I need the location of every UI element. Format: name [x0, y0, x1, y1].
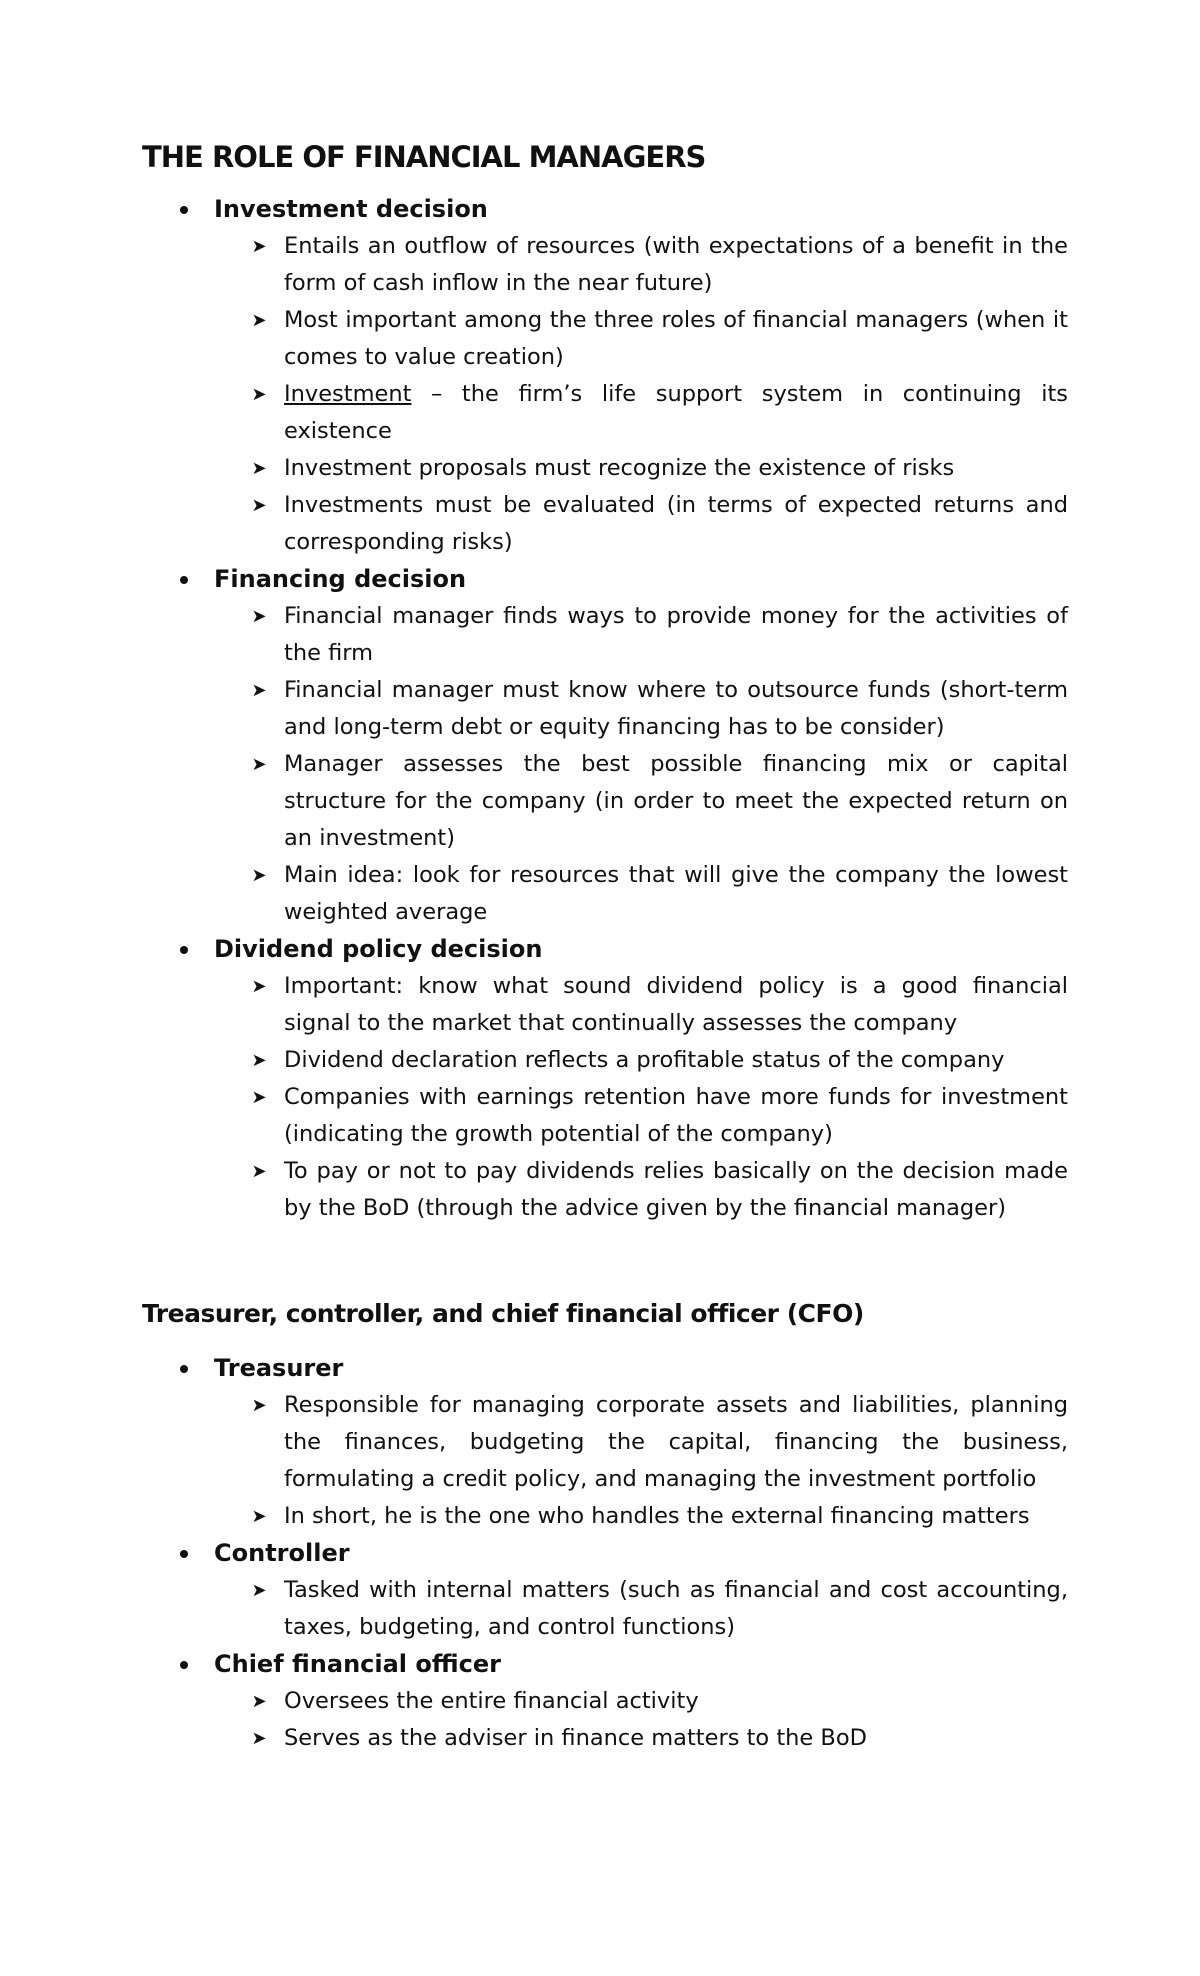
list-item: ➤ Financial manager finds ways to provide money for the activities of the firm: [284, 598, 1068, 672]
list-item: ➤ To pay or not to pay dividends relies basically on the decision made by the BoD (through the advice given by the financial manager): [284, 1153, 1068, 1227]
list-item: ➤ Investment – the firm’s life support system in continuing its existence: [284, 376, 1068, 450]
arrow-bullet-icon: ➤: [251, 1087, 267, 1108]
underlined-term: Investment: [284, 381, 412, 407]
list-item: ➤ Important: know what sound dividend policy is a good financial signal to the market that continually assesses the company: [284, 968, 1068, 1042]
list-item: ➤ In short, he is the one who handles the external financing matters: [284, 1498, 1068, 1535]
list-item: ➤ Entails an outflow of resources (with expectations of a benefit in the form of cash inflow in the near future): [284, 228, 1068, 302]
list-item: ➤ Companies with earnings retention have more funds for investment (indicating the growth potential of the company): [284, 1079, 1068, 1153]
section-title-officers: Treasurer, controller, and chief financial officer (CFO): [142, 1299, 864, 1328]
arrow-bullet-icon: ➤: [251, 1580, 267, 1601]
heading-controller: Controller: [0, 1535, 1200, 1572]
list-item: ➤ Financial manager must know where to outsource funds (short-term and long-term debt or equity financing has to be consider): [284, 672, 1068, 746]
list-item: ➤ Dividend declaration reflects a profitable status of the company: [284, 1042, 1068, 1079]
arrow-bullet-icon: ➤: [251, 384, 267, 405]
arrow-bullet-icon: ➤: [251, 680, 267, 701]
arrow-bullet-icon: ➤: [251, 1395, 267, 1416]
list-item: ➤ Serves as the adviser in finance matters to the BoD: [284, 1720, 1068, 1757]
arrow-bullet-icon: ➤: [251, 458, 267, 479]
heading-chief-financial-officer: Chief financial officer: [0, 1646, 1200, 1683]
section-financial-manager-roles: [0, 191, 1200, 1227]
arrow-bullet-icon: ➤: [251, 236, 267, 257]
list-item: ➤ Oversees the entire financial activity: [284, 1683, 1068, 1720]
arrow-bullet-icon: ➤: [251, 976, 267, 997]
list-item: ➤ Most important among the three roles of financial managers (when it comes to value creation): [284, 302, 1068, 376]
arrow-bullet-icon: ➤: [251, 1691, 267, 1712]
arrow-bullet-icon: ➤: [251, 495, 267, 516]
list-item: ➤ Manager assesses the best possible financing mix or capital structure for the company (in order to meet the expected return on an investment): [284, 746, 1068, 857]
arrow-bullet-icon: ➤: [251, 1050, 267, 1071]
arrow-bullet-icon: ➤: [251, 606, 267, 627]
heading-dividend-policy-decision: Dividend policy decision: [0, 931, 1200, 968]
list-item: ➤ Responsible for managing corporate assets and liabilities, planning the finances, budgeting the capital, financing the business, formulating a credit policy, and managing the investment portfolio: [284, 1387, 1068, 1498]
heading-investment-decision: Investment decision: [0, 191, 1200, 228]
list-item: ➤ Investment proposals must recognize the existence of risks: [284, 450, 1068, 487]
arrow-bullet-icon: ➤: [251, 1506, 267, 1527]
arrow-bullet-icon: ➤: [251, 865, 267, 886]
arrow-bullet-icon: ➤: [251, 754, 267, 775]
list-item: ➤ Investments must be evaluated (in terms of expected returns and corresponding risks): [284, 487, 1068, 561]
arrow-bullet-icon: ➤: [251, 310, 267, 331]
arrow-bullet-icon: ➤: [251, 1161, 267, 1182]
list-item: ➤ Main idea: look for resources that will give the company the lowest weighted average: [284, 857, 1068, 931]
section-officers: [0, 1350, 1200, 1757]
arrow-bullet-icon: ➤: [251, 1728, 267, 1749]
heading-financing-decision: Financing decision: [0, 561, 1200, 598]
list-item: ➤ Tasked with internal matters (such as financial and cost accounting, taxes, budgeting, and control functions): [284, 1572, 1068, 1646]
page-title: THE ROLE OF FINANCIAL MANAGERS: [142, 140, 706, 174]
heading-treasurer: Treasurer: [0, 1350, 1200, 1387]
